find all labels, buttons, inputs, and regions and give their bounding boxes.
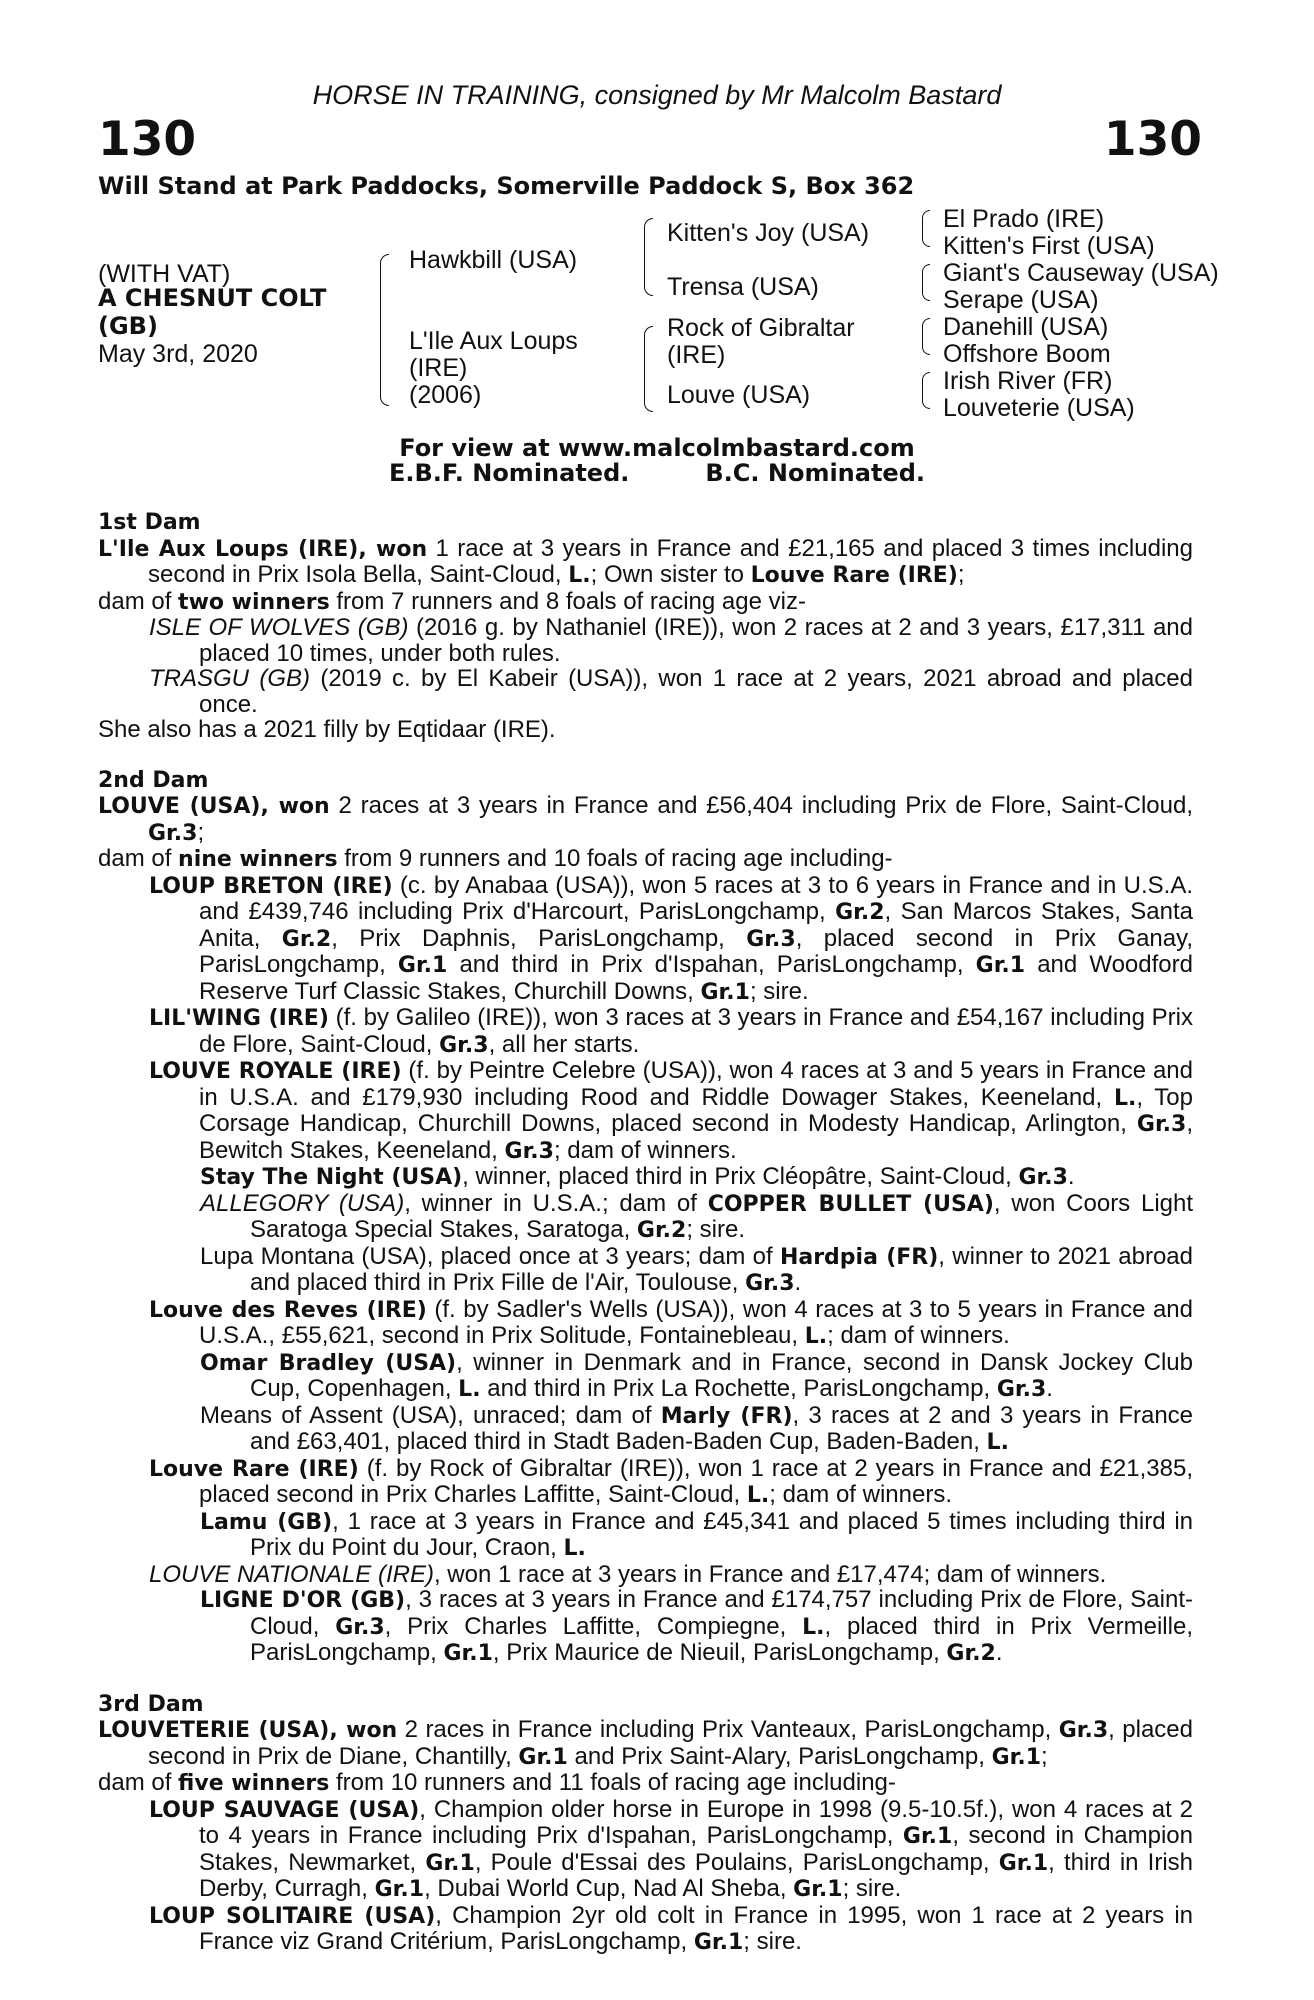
produce-allegory: ALLEGORY (USA), winner in U.S.A.; dam of COPPER BULLET (USA), won Coors Light Saratoga Special Stakes, Saratoga, Gr.2; sire. xyxy=(200,1189,1194,1243)
ss-dam: Kitten's First (USA) xyxy=(943,232,1155,260)
horse-name: A CHESNUT COLT xyxy=(98,284,327,312)
second-dam-heading: 2nd Dam xyxy=(98,767,209,793)
stand-location: Will Stand at Park Paddocks, Somerville Paddock S, Box 362 xyxy=(98,172,915,200)
lot-number-left: 130 xyxy=(98,112,197,167)
foaling-date: May 3rd, 2020 xyxy=(98,340,258,368)
produce-lamu: Lamu (GB), 1 race at 3 years in France and £45,341 and placed 5 times including third in Prix du Point du Jour, Craon, L. xyxy=(200,1507,1194,1561)
produce-isle-of-wolves: ISLE OF WOLVES (GB) (2016 g. by Nathaniel (IRE)), won 2 races at 2 and 3 years, £17,311 and placed 10 times, under both rules. xyxy=(149,614,1193,667)
produce-loup-breton: LOUP BRETON (IRE) (c. by Anabaa (USA)), won 5 races at 3 to 6 years in France and in U.S.A. and £439,746 including Prix d'Harcourt, ParisLongchamp, Gr.2, San Marcos Stakes, Santa Anita, Gr.2, Prix Daphnis, ParisLongchamp, Gr.3, placed second in Prix Ganay, ParisLongchamp, Gr.1 and third in Prix d'Ispahan, ParisLongchamp, Gr.1 and Woodford Reserve Turf Classic Stakes, Churchill Downs, Gr.1; sire. xyxy=(149,871,1194,1005)
third-dam-produce-summary: dam of five winners from 10 runners and 11 foals of racing age including- xyxy=(98,1769,896,1796)
ds-sire: Danehill (USA) xyxy=(943,313,1109,341)
ds-dam: Offshore Boom xyxy=(943,340,1111,368)
dam-sire: Rock of Gibraltar xyxy=(667,314,855,342)
pedigree-brace xyxy=(644,326,653,412)
consignment-line: HORSE IN TRAINING, consigned by Mr Malcolm Bastard xyxy=(312,80,1002,110)
sire-dam: Trensa (USA) xyxy=(667,273,819,301)
sire: Hawkbill (USA) xyxy=(409,246,578,274)
nominations xyxy=(0,459,1314,487)
produce-loup-solitaire: LOUP SOLITAIRE (USA), Champion 2yr old colt in France in 1995, won 1 race at 2 years in France viz Grand Critérium, ParisLongchamp, Gr.1; sire. xyxy=(149,1901,1193,1955)
produce-ligne-dor: LIGNE D'OR (GB), 3 races at 3 years in France and £174,757 including Prix de Flore, Saint-Cloud, Gr.3, Prix Charles Laffitte, Compiegne, L., placed third in Prix Vermeille, ParisLongchamp, Gr.1, Prix Maurice de Nieuil, ParisLongchamp, Gr.2. xyxy=(200,1586,1193,1666)
dd-dam: Louveterie (USA) xyxy=(943,394,1135,422)
horse-origin: (GB) xyxy=(98,312,158,340)
first-dam-heading: 1st Dam xyxy=(98,510,201,535)
dam-sire-origin: (IRE) xyxy=(667,341,726,369)
sd-sire: Giant's Causeway (USA) xyxy=(943,259,1219,287)
third-dam-heading: 3rd Dam xyxy=(98,1691,204,1717)
first-dam-also: She also has a 2021 filly by Eqtidaar (IRE). xyxy=(98,716,556,743)
ss-sire: El Prado (IRE) xyxy=(943,205,1105,233)
pedigree-brace xyxy=(922,264,930,301)
pedigree-brace xyxy=(380,254,389,406)
produce-louve-des-reves: Louve des Reves (IRE) (f. by Sadler's Wells (USA)), won 4 races at 3 to 5 years in France and U.S.A., £55,621, second in Prix Solitude, Fontainebleau, L.; dam of winners. xyxy=(149,1295,1194,1349)
pedigree-brace xyxy=(922,210,930,247)
produce-louve-rare: Louve Rare (IRE) (f. by Rock of Gibraltar (IRE)), won 1 race at 2 years in France and £21,385, placed second in Prix Charles Laffitte, Saint-Cloud, L.; dam of winners. xyxy=(149,1454,1193,1508)
produce-louve-royale: LOUVE ROYALE (IRE) (f. by Peintre Celebre (USA)), won 4 races at 3 and 5 years in France and in U.S.A. and £179,930 including Rood and Riddle Dowager Stakes, Keeneland, L., Top Corsage Handicap, Churchill Downs, placed second in Modesty Handicap, Arlington, Gr.3, Bewitch Stakes, Keeneland, Gr.3; dam of winners. xyxy=(149,1057,1193,1164)
dd-sire: Irish River (FR) xyxy=(943,367,1113,395)
pedigree-brace xyxy=(922,318,930,355)
produce-means-of-assent: Means of Assent (USA), unraced; dam of Marly (FR), 3 races at 2 and 3 years in France and £63,401, placed third in Stadt Baden-Baden Cup, Baden-Baden, L. xyxy=(200,1401,1194,1455)
pedigree-brace xyxy=(922,372,930,409)
ebf-nominated: E.B.F. Nominated. xyxy=(388,459,630,487)
vat-note: (WITH VAT) xyxy=(98,260,231,288)
produce-omar-bradley: Omar Bradley (USA), winner in Denmark and in France, second in Dansk Jockey Club Cup, Copenhagen, L. and third in Prix La Rochette, ParisLongchamp, Gr.3. xyxy=(200,1348,1194,1402)
sd-dam: Serape (USA) xyxy=(943,286,1099,314)
dam-dam: Louve (USA) xyxy=(667,381,811,409)
third-dam-entry: LOUVETERIE (USA), won 2 races in France including Prix Vanteaux, ParisLongchamp, Gr.3, placed second in Prix de Diane, Chantilly, Gr.1 and Prix Saint-Alary, ParisLongchamp, Gr.1; xyxy=(98,1716,1193,1770)
dam-origin: (IRE) xyxy=(409,354,468,382)
dam-details xyxy=(98,510,1193,1956)
pedigree-brace xyxy=(644,218,653,296)
second-dam-produce-summary: dam of nine winners from 9 runners and 10 foals of racing age including- xyxy=(98,845,893,872)
dam-year: (2006) xyxy=(409,381,482,409)
produce-stay-the-night: Stay The Night (USA), winner, placed third in Prix Cléopâtre, Saint-Cloud, Gr.3. xyxy=(200,1163,1075,1190)
produce-louve-nationale: LOUVE NATIONALE (IRE), won 1 race at 3 years in France and £17,474; dam of winners. xyxy=(149,1560,1107,1588)
produce-lupa-montana: Lupa Montana (USA), placed once at 3 years; dam of Hardpia (FR), winner to 2021 abroad and placed third in Prix Fille de l'Air, Toulouse, Gr.3. xyxy=(200,1242,1193,1296)
sire-sire: Kitten's Joy (USA) xyxy=(667,219,870,247)
produce-lilwing: LIL'WING (IRE) (f. by Galileo (IRE)), won 3 races at 3 years in France and £54,167 including Prix de Flore, Saint-Cloud, Gr.3, all her starts. xyxy=(149,1004,1193,1058)
first-dam-produce-summary: dam of two winners from 7 runners and 8 foals of racing age viz- xyxy=(98,587,806,615)
dam: L'Ile Aux Loups xyxy=(409,327,578,355)
lot-number-right: 130 xyxy=(1103,112,1202,167)
view-url: For view at www.malcolmbastard.com xyxy=(399,434,915,462)
produce-loup-sauvage: LOUP SAUVAGE (USA), Champion older horse in Europe in 1998 (9.5-10.5f.), won 4 races at 2 to 4 years in France including Prix d'Ispahan, ParisLongchamp, Gr.1, second in Champion Stakes, Newmarket, Gr.1, Poule d'Essai des Poulains, ParisLongchamp, Gr.1, third in Irish Derby, Curragh, Gr.1, Dubai World Cup, Nad Al Sheba, Gr.1; sire. xyxy=(149,1795,1194,1902)
produce-trasgu: TRASGU (GB) (2019 c. by El Kabeir (USA)), won 1 race at 2 years, 2021 abroad and placed once. xyxy=(149,665,1193,718)
second-dam-entry: LOUVE (USA), won 2 races at 3 years in France and £56,404 including Prix de Flore, Saint-Cloud, Gr.3; xyxy=(98,792,1193,846)
first-dam-entry: L'Ile Aux Loups (IRE), won 1 race at 3 years in France and £21,165 and placed 3 times including second in Prix Isola Bella, Saint-Cloud, L.; Own sister to Louve Rare (IRE); xyxy=(98,534,1193,588)
bc-nominated: B.C. Nominated. xyxy=(705,459,926,487)
